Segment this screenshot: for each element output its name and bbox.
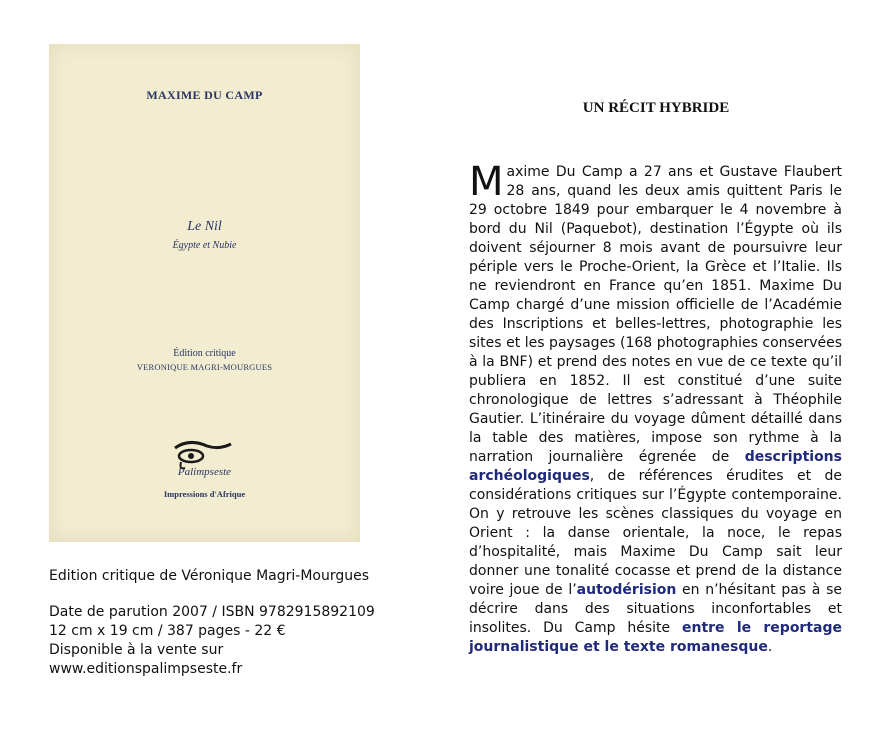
cover-collection: Impressions d'Afrique <box>163 489 246 499</box>
cover-editor: VERONIQUE MAGRI-MOURGUES <box>136 362 273 372</box>
info-website: www.editionspalimpseste.fr <box>49 661 243 677</box>
cover-subtitle: Égypte et Nubie <box>172 240 237 251</box>
info-editor-line: Edition critique de Véronique Magri-Mourgues <box>49 568 370 584</box>
cover-edition: Édition critique <box>173 348 236 359</box>
article-heading: UN RÉCIT HYBRIDE <box>582 100 730 116</box>
article-text-part1: axime Du Camp a 27 ans et Gustave Flaubert 28 ans, quand les deux amis quittent Paris le 29 octobre 1849 pour embarquer le 4 novembre à bord du Nil (Paquebot), destination l’Égypte où ils doivent séjourner 8 mois avant de poursuivre leur périple vers le Proche-Orient, la Grèce et l’Italie. Ils ne reviendront en France qu’en 1851. Maxime Du Camp chargé d’une mission officielle de l’Académie des Inscriptions et belles-lettres, photographie les sites et les paysages (168 photographies conservées à la BNF) et prend des notes en vue de ce texte qu’il publiera en 1852. Il est constitué d’une suite chronologique de lettres s’adressant à Théophile Gautier. L’itinéraire du voyage dûment détaillé dans la table des matières, impose son rythme à la narration journalière égrenée de <box>469 164 842 465</box>
article-text-part4: . <box>767 639 773 655</box>
cover-publisher: Palimpseste <box>177 466 232 478</box>
cover-title: Le Nil <box>187 219 222 234</box>
info-format: 12 cm x 19 cm / 387 pages - 22 € <box>49 623 286 639</box>
highlight-reportage: entre le reportage journalistique et le texte romanesque <box>469 620 842 655</box>
cover-author: MAXIME DU CAMP <box>146 88 263 102</box>
info-availability: Disponible à la vente sur <box>49 642 224 658</box>
publisher-logo-icon <box>169 436 239 486</box>
article-text-part2: , de références érudites et de considérations critiques sur l’Égypte contemporaine. On y retrouve les scènes classiques du voyage en Orient : la danse orientale, la noce, le repas d’hospitalité, mais Maxime Du Camp sait leur donner une tonalité cocasse et prend de la distance voire joue de l’ <box>469 468 842 598</box>
drop-cap: M <box>469 159 504 205</box>
book-cover <box>49 44 360 542</box>
highlight-autoderision: autodérision <box>576 582 677 598</box>
info-date-isbn: Date de parution 2007 / ISBN 9782915892109 <box>49 604 375 620</box>
article-body <box>469 159 842 657</box>
article-text-part3: en n’hésitant pas à se décrire dans des situations inconfortables et insolites. Du Camp hésite <box>469 582 842 636</box>
highlight-descriptions: descriptions archéologiques <box>469 449 842 484</box>
